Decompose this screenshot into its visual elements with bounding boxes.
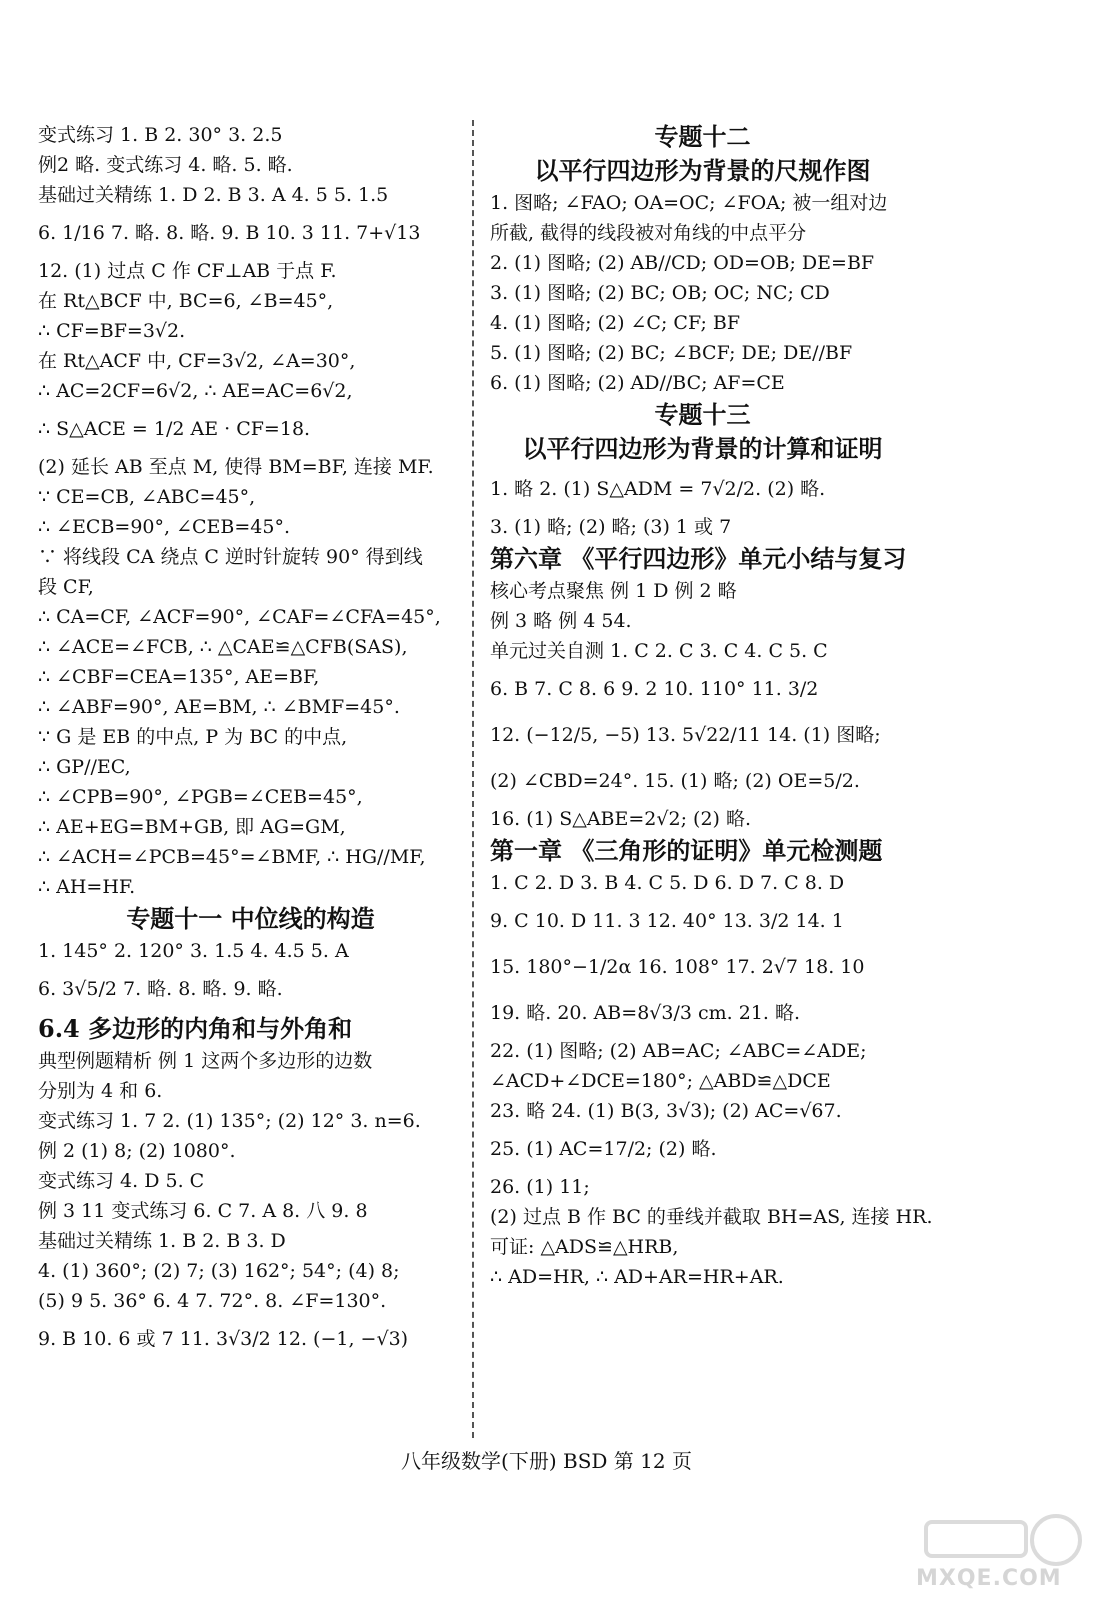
answer-line: ∴ GP//EC,	[38, 756, 131, 778]
answer-line: 变式练习 1. B 2. 30° 3. 2.5	[38, 124, 283, 146]
answer-line: 3. (1) 图略; (2) BC; OB; OC; NC; CD	[490, 282, 830, 304]
right-column	[490, 120, 933, 1292]
answer-line: 15. 180°−1/2α 16. 108° 17. 2√7 18. 10	[490, 956, 865, 978]
answer-line: 基础过关精练 1. D 2. B 3. A 4. 5 5. 1.5	[38, 184, 389, 206]
answer-line: 25. (1) AC=17/2; (2) 略.	[490, 1138, 717, 1160]
answer-line: 变式练习 1. 7 2. (1) 135°; (2) 12° 3. n=6.	[38, 1110, 421, 1132]
answer-line: 分别为 4 和 6.	[38, 1080, 163, 1102]
answer-line: 12. (1) 过点 C 作 CF⊥AB 于点 F.	[38, 260, 337, 282]
answer-line: (2) ∠CBD=24°. 15. (1) 略; (2) OE=5/2.	[490, 770, 860, 792]
answer-line: 例 3 略 例 4 54.	[490, 610, 632, 632]
answer-line: ∴ ∠ABF=90°, AE=BM, ∴ ∠BMF=45°.	[38, 696, 400, 718]
answer-line: 例 3 11 变式练习 6. C 7. A 8. 八 9. 8	[38, 1200, 368, 1222]
answer-line: 段 CF,	[38, 576, 94, 598]
answer-line: 1. 图略; ∠FAO; OA=OC; ∠FOA; 被一组对边	[490, 192, 888, 214]
answer-line: (2) 延长 AB 至点 M, 使得 BM=BF, 连接 MF.	[38, 456, 434, 478]
answer-line: 9. C 10. D 11. 3 12. 40° 13. 3/2 14. 1	[490, 910, 844, 932]
answer-line: 5. (1) 图略; (2) BC; ∠BCF; DE; DE//BF	[490, 342, 853, 364]
answer-line: 6. 1/16 7. 略. 8. 略. 9. B 10. 3 11. 7+√13	[38, 222, 421, 244]
answer-line: (2) 过点 B 作 BC 的垂线并截取 BH=AS, 连接 HR.	[490, 1206, 933, 1228]
answer-line: 在 Rt△BCF 中, BC=6, ∠B=45°,	[38, 290, 334, 312]
answer-line: (5) 9 5. 36° 6. 4 7. 72°. 8. ∠F=130°.	[38, 1290, 387, 1312]
answer-line: 例 2 (1) 8; (2) 1080°.	[38, 1140, 236, 1162]
answer-line: 22. (1) 图略; (2) AB=AC; ∠ABC=∠ADE;	[490, 1040, 867, 1062]
answer-line: ∴ ∠CBF=CEA=135°, AE=BF,	[38, 666, 320, 688]
answer-line: ∴ AC=2CF=6√2, ∴ AE=AC=6√2,	[38, 380, 353, 402]
answer-line: ∵ 将线段 CA 绕点 C 逆时针旋转 90° 得到线	[38, 546, 423, 568]
answer-line: ∴ CF=BF=3√2.	[38, 320, 186, 342]
answer-line: 1. 略 2. (1) S△ADM = 7√2/2. (2) 略.	[490, 478, 826, 500]
answer-line: ∴ AD=HR, ∴ AD+AR=HR+AR.	[490, 1266, 784, 1288]
section-title: 第一章 《三角形的证明》单元检测题	[490, 836, 883, 865]
answer-line: ∴ CA=CF, ∠ACF=90°, ∠CAF=∠CFA=45°,	[38, 606, 441, 628]
answer-line: 典型例题精析 例 1 这两个多边形的边数	[38, 1050, 373, 1072]
answer-line: 1. 145° 2. 120° 3. 1.5 4. 4.5 5. A	[38, 940, 349, 962]
answer-line: 可证: △ADS≌△HRB,	[490, 1236, 679, 1258]
answer-line: ∵ CE=CB, ∠ABC=45°,	[38, 486, 256, 508]
watermark-text: MXQE.COM	[916, 1566, 1062, 1591]
answer-line: 核心考点聚焦 例 1 D 例 2 略	[490, 580, 737, 602]
answer-line: ∴ ∠ECB=90°, ∠CEB=45°.	[38, 516, 291, 538]
section-title: 专题十一 中位线的构造	[126, 904, 375, 933]
section-title: 第六章 《平行四边形》单元小结与复习	[490, 544, 907, 573]
section-title: 专题十二	[654, 122, 751, 151]
answer-line: 6. B 7. C 8. 6 9. 2 10. 110° 11. 3/2	[490, 678, 819, 700]
answer-line: 在 Rt△ACF 中, CF=3√2, ∠A=30°,	[38, 350, 356, 372]
answer-line: 12. (−12/5, −5) 13. 5√22/11 14. (1) 图略;	[490, 724, 881, 746]
answer-line: 3. (1) 略; (2) 略; (3) 1 或 7	[490, 516, 732, 538]
answer-line: ∵ G 是 EB 的中点, P 为 BC 的中点,	[38, 726, 348, 748]
answer-line: 4. (1) 360°; (2) 7; (3) 162°; 54°; (4) 8;	[38, 1260, 400, 1282]
answer-line: 6. 3√5/2 7. 略. 8. 略. 9. 略.	[38, 978, 283, 1000]
answer-line: 单元过关自测 1. C 2. C 3. C 4. C 5. C	[490, 640, 828, 662]
answer-line: 26. (1) 11;	[490, 1176, 590, 1198]
answer-line: 16. (1) S△ABE=2√2; (2) 略.	[490, 808, 752, 830]
answer-line: 2. (1) 图略; (2) AB//CD; OD=OB; DE=BF	[490, 252, 875, 274]
section-title: 专题十三	[654, 400, 751, 429]
answer-line: 1. C 2. D 3. B 4. C 5. D 6. D 7. C 8. D	[490, 872, 845, 894]
column-divider	[472, 120, 474, 1438]
answer-line: 变式练习 4. D 5. C	[38, 1170, 205, 1192]
answer-line: ∴ S△ACE = 1/2 AE · CF=18.	[38, 418, 311, 440]
section-title: 以平行四边形为背景的计算和证明	[522, 434, 883, 463]
answer-line: 6. (1) 图略; (2) AD//BC; AF=CE	[490, 372, 785, 394]
answer-line: ∴ ∠CPB=90°, ∠PGB=∠CEB=45°,	[38, 786, 363, 808]
answer-line: ∠ACD+∠DCE=180°; △ABD≌△DCE	[490, 1070, 831, 1092]
page-footer: 八年级数学(下册) BSD 第 12 页	[401, 1449, 692, 1473]
answer-line: 例2 略. 变式练习 4. 略. 5. 略.	[38, 154, 293, 176]
answer-line: ∴ AH=HF.	[38, 876, 136, 898]
answer-line: 23. 略 24. (1) B(3, 3√3); (2) AC=√67.	[490, 1100, 842, 1122]
answer-line: 4. (1) 图略; (2) ∠C; CF; BF	[490, 312, 741, 334]
answer-line: 所截, 截得的线段被对角线的中点平分	[490, 222, 807, 244]
section-title: 以平行四边形为背景的尺规作图	[534, 156, 871, 185]
answer-line: ∴ ∠ACH=∠PCB=45°=∠BMF, ∴ HG//MF,	[38, 846, 426, 868]
answer-line: ∴ AE+EG=BM+GB, 即 AG=GM,	[38, 816, 346, 838]
left-column	[38, 120, 463, 1362]
answer-line: 基础过关精练 1. B 2. B 3. D	[38, 1230, 286, 1252]
section-title: 6.4 多边形的内角和与外角和	[38, 1014, 353, 1043]
watermark-logo	[916, 1510, 1084, 1595]
answer-line: 9. B 10. 6 或 7 11. 3√3/2 12. (−1, −√3)	[38, 1328, 409, 1350]
answer-line: 19. 略. 20. AB=8√3/3 cm. 21. 略.	[490, 1002, 801, 1024]
answer-line: ∴ ∠ACE=∠FCB, ∴ △CAE≌△CFB(SAS),	[38, 636, 408, 658]
watermark-icon	[916, 1510, 1084, 1570]
